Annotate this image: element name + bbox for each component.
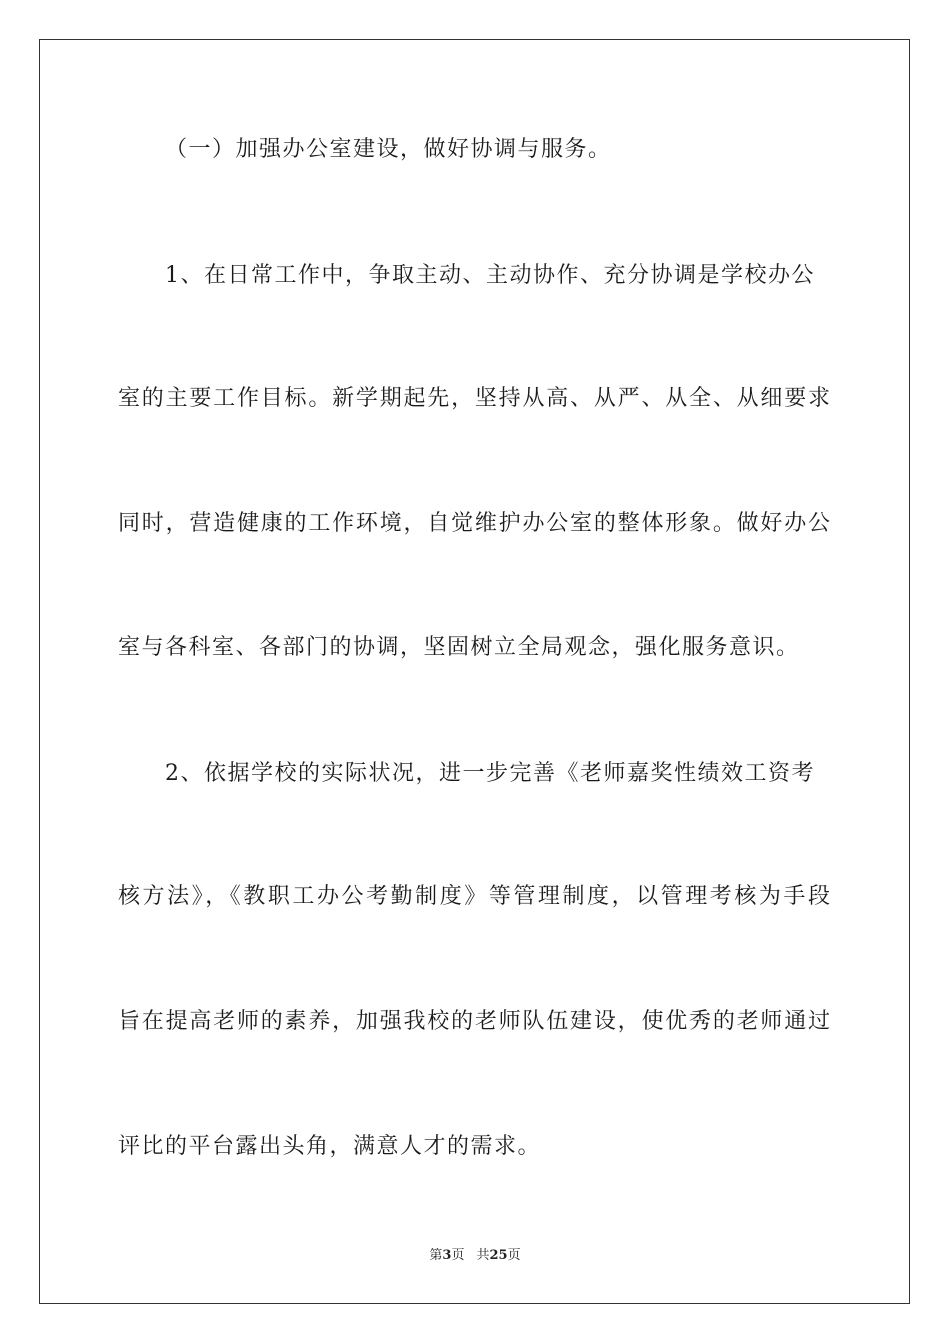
page-prefix: 第 [429,1248,443,1263]
page-footer [0,1248,950,1264]
paragraph-line: 1、在日常工作中，争取主动、主动协作、充分协调是学校办公 [165,263,815,288]
page-border [39,39,910,1304]
total-pages: 25 [489,1248,508,1263]
page-suffix: 页 [451,1248,465,1263]
paragraph-line: 旨在提高老师的素养，加强我校的老师队伍建设，使优秀的老师通过 [118,1009,830,1034]
paragraph-line: 核方法》，《教职工办公考勤制度》等管理制度，以管理考核为手段 [118,884,830,909]
paragraph-line: 评比的平台露出头角，满意人才的需求。 [118,1134,542,1159]
section-heading: （一）加强办公室建设，做好协调与服务。 [165,137,612,162]
paragraph-line: 同时，营造健康的工作环境，自觉维护办公室的整体形象。做好办公 [118,511,830,536]
total-prefix: 共 [476,1248,490,1263]
paragraph-line: 室与各科室、各部门的协调，坚固树立全局观念，强化服务意识。 [118,635,800,660]
total-suffix: 页 [507,1248,521,1263]
paragraph-line: 2、依据学校的实际状况，进一步完善《老师嘉奖性绩效工资考 [165,761,815,786]
page-number: 3 [442,1248,452,1263]
paragraph-line: 室的主要工作目标。新学期起先，坚持从高、从严、从全、从细要求 [118,386,830,411]
